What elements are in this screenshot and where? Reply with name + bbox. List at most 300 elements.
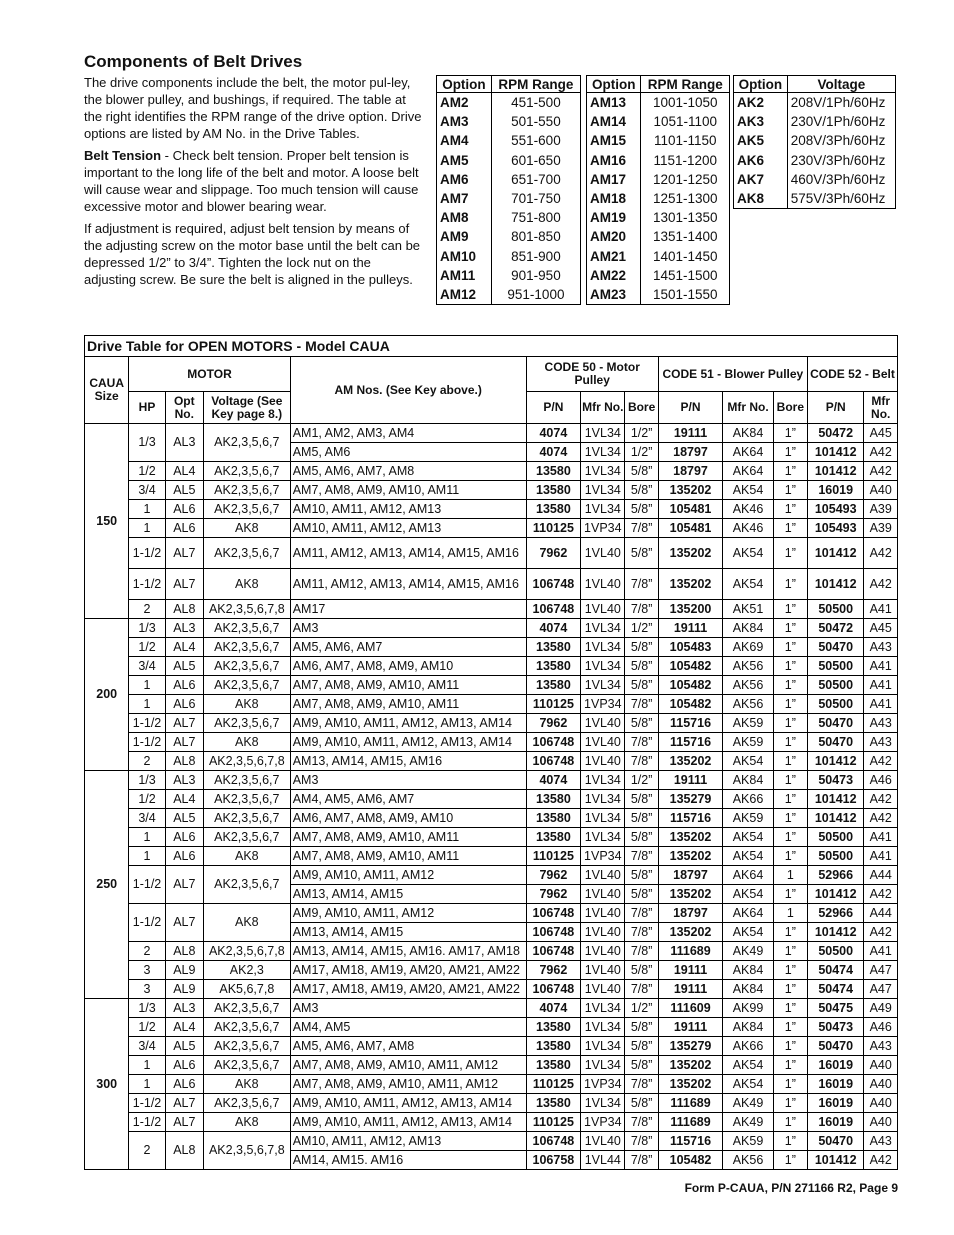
cell-motor-pn: 4074 (526, 443, 580, 462)
cell-belt-mfr: A42 (864, 923, 898, 942)
table-row (85, 1132, 898, 1151)
cell-motor-mfr: 1VL34 (581, 657, 625, 676)
cell-blower-pn: 105482 (658, 695, 723, 714)
cell-motor-bore: 5/8” (625, 961, 658, 980)
key-option: AK8 (734, 189, 788, 209)
key-option: AM19 (587, 208, 641, 227)
cell-belt-pn: 101412 (807, 443, 863, 462)
cell-blower-pn: 111689 (658, 942, 723, 961)
cell-motor-pn: 13580 (526, 462, 580, 481)
cell-motor-bore: 5/8” (625, 885, 658, 904)
cell-blower-pn: 19111 (658, 771, 723, 790)
key-header: Voltage (787, 76, 895, 93)
cell-belt-pn: 16019 (807, 1056, 863, 1075)
cell-belt-mfr: A41 (864, 695, 898, 714)
cell-motor-bore: 7/8” (625, 733, 658, 752)
cell-blower-mfr: AK84 (723, 961, 773, 980)
table-row (85, 1075, 898, 1094)
cell-belt-mfr: A39 (864, 500, 898, 519)
cell-belt-pn: 101412 (807, 923, 863, 942)
cell-blower-bore: 1” (773, 1094, 807, 1113)
key-row (437, 131, 581, 150)
cell-blower-bore: 1” (773, 923, 807, 942)
cell-voltage: AK2,3,5,6,7 (203, 1037, 290, 1056)
page-heading: Components of Belt Drives (84, 52, 303, 71)
cell-opt-no: AL8 (165, 600, 203, 619)
cell-motor-pn: 13580 (526, 638, 580, 657)
cell-belt-mfr: A42 (864, 443, 898, 462)
key-value: 601-650 (491, 151, 580, 170)
cell-belt-pn: 50473 (807, 771, 863, 790)
cell-blower-mfr: AK54 (723, 752, 773, 771)
cell-motor-mfr: 1VL34 (581, 1094, 625, 1113)
cell-am-nos: AM6, AM7, AM8, AM9, AM10 (290, 809, 526, 828)
cell-belt-pn: 105493 (807, 500, 863, 519)
cell-motor-bore: 7/8” (625, 923, 658, 942)
table-row (85, 980, 898, 999)
cell-blower-mfr: AK56 (723, 1151, 773, 1170)
cell-motor-pn: 13580 (526, 676, 580, 695)
cell-belt-pn: 16019 (807, 1094, 863, 1113)
cell-motor-bore: 5/8” (625, 714, 658, 733)
cell-opt-no: AL6 (165, 828, 203, 847)
key-value: 951-1000 (491, 285, 580, 305)
key-header: Option (587, 76, 641, 93)
cell-opt-no: AL6 (165, 500, 203, 519)
cell-motor-mfr: 1VL40 (581, 885, 625, 904)
key-option: AM15 (587, 131, 641, 150)
cell-opt-no: AL6 (165, 695, 203, 714)
cell-belt-mfr: A43 (864, 638, 898, 657)
header-belt-mfr: Mfr No. (864, 392, 898, 424)
cell-motor-bore: 5/8” (625, 809, 658, 828)
cell-voltage: AK8 (203, 569, 290, 600)
cell-blower-mfr: AK59 (723, 809, 773, 828)
cell-motor-mfr: 1VL34 (581, 790, 625, 809)
cell-blower-pn: 19111 (658, 980, 723, 999)
key-header: RPM Range (641, 76, 730, 93)
cell-blower-mfr: AK64 (723, 462, 773, 481)
cell-motor-mfr: 1VL34 (581, 638, 625, 657)
cell-blower-mfr: AK64 (723, 904, 773, 923)
key-value: 1351-1400 (641, 227, 730, 246)
key-option: AK3 (734, 112, 788, 131)
cell-opt-no: AL6 (165, 676, 203, 695)
cell-hp: 2 (129, 1132, 165, 1170)
cell-am-nos: AM11, AM12, AM13, AM14, AM15, AM16 (290, 538, 526, 569)
belt-tension-label: Belt Tension (84, 148, 162, 163)
key-value: 851-900 (491, 247, 580, 266)
cell-blower-bore: 1” (773, 942, 807, 961)
cell-belt-pn: 101412 (807, 790, 863, 809)
cell-hp: 1-1/2 (129, 538, 165, 569)
cell-blower-pn: 135279 (658, 790, 723, 809)
cell-motor-pn: 13580 (526, 809, 580, 828)
cell-voltage: AK2,3 (203, 961, 290, 980)
cell-belt-mfr: A42 (864, 569, 898, 600)
cell-am-nos: AM4, AM5 (290, 1018, 526, 1037)
cell-am-nos: AM5, AM6, AM7, AM8 (290, 462, 526, 481)
cell-motor-bore: 1/2” (625, 771, 658, 790)
cell-caua-size: 300 (85, 999, 129, 1170)
header-motor-pn: P/N (526, 392, 580, 424)
cell-belt-mfr: A46 (864, 771, 898, 790)
cell-am-nos: AM3 (290, 999, 526, 1018)
cell-opt-no: AL8 (165, 1132, 203, 1170)
cell-hp: 3 (129, 980, 165, 999)
cell-am-nos: AM9, AM10, AM11, AM12, AM13, AM14 (290, 1113, 526, 1132)
cell-caua-size: 200 (85, 619, 129, 771)
key-value: 1001-1050 (641, 93, 730, 113)
key-row (587, 247, 730, 266)
header-voltage: Voltage (See Key page 8.) (203, 392, 290, 424)
key-option: AM5 (437, 151, 492, 170)
cell-belt-mfr: A46 (864, 1018, 898, 1037)
cell-belt-pn: 50500 (807, 828, 863, 847)
key-row (437, 112, 581, 131)
cell-voltage: AK2,3,5,6,7 (203, 809, 290, 828)
key-value: 551-600 (491, 131, 580, 150)
cell-voltage: AK2,3,5,6,7 (203, 1018, 290, 1037)
cell-motor-bore: 5/8” (625, 1094, 658, 1113)
key-option: AM7 (437, 189, 492, 208)
cell-blower-bore: 1” (773, 569, 807, 600)
cell-motor-bore: 5/8” (625, 538, 658, 569)
cell-am-nos: AM13, AM14, AM15 (290, 923, 526, 942)
cell-blower-mfr: AK51 (723, 600, 773, 619)
key-row (734, 93, 896, 113)
cell-motor-bore: 7/8” (625, 1151, 658, 1170)
key-row (587, 189, 730, 208)
cell-blower-mfr: AK56 (723, 657, 773, 676)
cell-am-nos: AM7, AM8, AM9, AM10, AM11, AM12 (290, 1056, 526, 1075)
header-motor-bore: Bore (625, 392, 658, 424)
key-value: 575V/3Ph/60Hz (787, 189, 895, 209)
key-value: 1051-1100 (641, 112, 730, 131)
cell-opt-no: AL6 (165, 847, 203, 866)
cell-motor-bore: 7/8” (625, 569, 658, 600)
cell-belt-mfr: A40 (864, 481, 898, 500)
key-row (587, 266, 730, 285)
cell-hp: 2 (129, 752, 165, 771)
table-row (85, 500, 898, 519)
key-option: AM2 (437, 93, 492, 113)
cell-belt-pn: 50470 (807, 1037, 863, 1056)
cell-motor-mfr: 1VL34 (581, 809, 625, 828)
cell-blower-pn: 105482 (658, 676, 723, 695)
cell-am-nos: AM6, AM7, AM8, AM9, AM10 (290, 657, 526, 676)
table-row (85, 600, 898, 619)
cell-belt-mfr: A47 (864, 961, 898, 980)
cell-blower-bore: 1 (773, 904, 807, 923)
cell-motor-pn: 7962 (526, 538, 580, 569)
cell-blower-bore: 1” (773, 462, 807, 481)
cell-voltage: AK8 (203, 733, 290, 752)
table-row (85, 1018, 898, 1037)
key-row (587, 112, 730, 131)
cell-belt-mfr: A45 (864, 619, 898, 638)
table-row (85, 999, 898, 1018)
cell-blower-bore: 1” (773, 999, 807, 1018)
cell-blower-pn: 18797 (658, 904, 723, 923)
cell-am-nos: AM9, AM10, AM11, AM12 (290, 866, 526, 885)
cell-motor-bore: 7/8” (625, 904, 658, 923)
cell-blower-mfr: AK49 (723, 1113, 773, 1132)
key-option: AK5 (734, 131, 788, 150)
cell-blower-pn: 19111 (658, 424, 723, 443)
cell-blower-mfr: AK84 (723, 1018, 773, 1037)
rpm-key-table-2 (586, 75, 730, 305)
cell-hp: 1-1/2 (129, 714, 165, 733)
cell-blower-pn: 135202 (658, 752, 723, 771)
intro-text (84, 74, 424, 293)
cell-blower-bore: 1” (773, 733, 807, 752)
cell-motor-pn: 106748 (526, 569, 580, 600)
cell-motor-mfr: 1VL34 (581, 443, 625, 462)
key-value: 208V/1Ph/60Hz (787, 93, 895, 113)
key-option: AM3 (437, 112, 492, 131)
cell-blower-mfr: AK84 (723, 619, 773, 638)
cell-am-nos: AM9, AM10, AM11, AM12 (290, 904, 526, 923)
cell-motor-mfr: 1VP34 (581, 847, 625, 866)
cell-motor-mfr: 1VL34 (581, 500, 625, 519)
cell-blower-mfr: AK59 (723, 714, 773, 733)
cell-opt-no: AL6 (165, 1056, 203, 1075)
cell-voltage: AK2,3,5,6,7 (203, 676, 290, 695)
cell-opt-no: AL9 (165, 980, 203, 999)
cell-motor-pn: 106748 (526, 1132, 580, 1151)
cell-voltage: AK2,3,5,6,7,8 (203, 942, 290, 961)
cell-opt-no: AL6 (165, 519, 203, 538)
cell-blower-bore: 1” (773, 1056, 807, 1075)
cell-belt-mfr: A43 (864, 1132, 898, 1151)
cell-belt-pn: 50500 (807, 676, 863, 695)
cell-opt-no: AL5 (165, 1037, 203, 1056)
cell-am-nos: AM13, AM14, AM15 (290, 885, 526, 904)
table-row (85, 733, 898, 752)
key-value: 751-800 (491, 208, 580, 227)
cell-opt-no: AL7 (165, 733, 203, 752)
cell-am-nos: AM7, AM8, AM9, AM10, AM11 (290, 828, 526, 847)
cell-motor-bore: 5/8” (625, 828, 658, 847)
cell-motor-mfr: 1VL34 (581, 619, 625, 638)
cell-motor-pn: 7962 (526, 961, 580, 980)
cell-opt-no: AL7 (165, 866, 203, 904)
cell-belt-pn: 50474 (807, 980, 863, 999)
cell-motor-mfr: 1VL34 (581, 999, 625, 1018)
cell-motor-bore: 5/8” (625, 481, 658, 500)
cell-am-nos: AM7, AM8, AM9, AM10, AM11 (290, 847, 526, 866)
cell-blower-mfr: AK56 (723, 676, 773, 695)
key-value: 451-500 (491, 93, 580, 113)
voltage-key-table (733, 75, 896, 209)
cell-am-nos: AM3 (290, 619, 526, 638)
cell-motor-mfr: 1VL40 (581, 752, 625, 771)
cell-blower-bore: 1” (773, 619, 807, 638)
cell-blower-bore: 1” (773, 538, 807, 569)
cell-motor-bore: 1/2” (625, 424, 658, 443)
key-value: 1401-1450 (641, 247, 730, 266)
header-code-52: CODE 52 - Belt (807, 357, 897, 392)
cell-motor-pn: 110125 (526, 1113, 580, 1132)
cell-opt-no: AL6 (165, 1075, 203, 1094)
cell-motor-mfr: 1VP34 (581, 519, 625, 538)
cell-motor-mfr: 1VL34 (581, 1037, 625, 1056)
cell-belt-pn: 50500 (807, 695, 863, 714)
cell-blower-mfr: AK99 (723, 999, 773, 1018)
cell-blower-mfr: AK84 (723, 980, 773, 999)
table-row (85, 752, 898, 771)
key-option: AM11 (437, 266, 492, 285)
key-option: AM18 (587, 189, 641, 208)
header-hp: HP (129, 392, 165, 424)
key-option: AM23 (587, 285, 641, 305)
cell-belt-mfr: A42 (864, 885, 898, 904)
cell-am-nos: AM17, AM18, AM19, AM20, AM21, AM22 (290, 961, 526, 980)
key-option: AK2 (734, 93, 788, 113)
cell-belt-pn: 101412 (807, 885, 863, 904)
cell-opt-no: AL4 (165, 790, 203, 809)
table-row (85, 695, 898, 714)
cell-blower-mfr: AK54 (723, 1056, 773, 1075)
header-blower-mfr: Mfr No. (723, 392, 773, 424)
cell-hp: 1-1/2 (129, 733, 165, 752)
cell-blower-bore: 1” (773, 500, 807, 519)
cell-blower-mfr: AK84 (723, 424, 773, 443)
cell-motor-bore: 5/8” (625, 657, 658, 676)
cell-motor-pn: 110125 (526, 847, 580, 866)
table-row (85, 619, 898, 638)
table-row (85, 828, 898, 847)
key-value: 1501-1550 (641, 285, 730, 305)
cell-motor-bore: 5/8” (625, 462, 658, 481)
key-value: 701-750 (491, 189, 580, 208)
cell-opt-no: AL5 (165, 809, 203, 828)
key-row (437, 227, 581, 246)
key-value: 501-550 (491, 112, 580, 131)
cell-opt-no: AL7 (165, 538, 203, 569)
cell-opt-no: AL5 (165, 481, 203, 500)
cell-belt-pn: 16019 (807, 1113, 863, 1132)
page-footer: Form P-CAUA, P/N 271166 R2, Page 9 (684, 1181, 898, 1195)
cell-belt-pn: 105493 (807, 519, 863, 538)
cell-belt-pn: 16019 (807, 481, 863, 500)
cell-belt-mfr: A41 (864, 676, 898, 695)
drive-table-title: Drive Table for OPEN MOTORS - Model CAUA (85, 336, 898, 357)
cell-voltage: AK2,3,5,6,7 (203, 790, 290, 809)
header-code-50: CODE 50 - Motor Pulley (526, 357, 658, 392)
cell-blower-bore: 1” (773, 885, 807, 904)
cell-voltage: AK2,3,5,6,7 (203, 1056, 290, 1075)
key-row (437, 266, 581, 285)
cell-voltage: AK2,3,5,6,7 (203, 638, 290, 657)
key-row (734, 170, 896, 189)
cell-caua-size: 150 (85, 424, 129, 619)
cell-motor-mfr: 1VL34 (581, 462, 625, 481)
cell-motor-bore: 1/2” (625, 443, 658, 462)
cell-blower-pn: 18797 (658, 462, 723, 481)
cell-am-nos: AM9, AM10, AM11, AM12, AM13, AM14 (290, 733, 526, 752)
cell-voltage: AK8 (203, 1075, 290, 1094)
cell-motor-pn: 4074 (526, 999, 580, 1018)
table-row (85, 714, 898, 733)
cell-am-nos: AM7, AM8, AM9, AM10, AM11, AM12 (290, 1075, 526, 1094)
cell-belt-pn: 52966 (807, 904, 863, 923)
cell-caua-size: 250 (85, 771, 129, 999)
key-row (437, 247, 581, 266)
cell-motor-mfr: 1VL34 (581, 481, 625, 500)
cell-blower-bore: 1” (773, 481, 807, 500)
cell-belt-mfr: A41 (864, 828, 898, 847)
cell-hp: 1/2 (129, 638, 165, 657)
cell-voltage: AK2,3,5,6,7 (203, 771, 290, 790)
rpm-key-table-1 (436, 75, 581, 305)
cell-opt-no: AL8 (165, 942, 203, 961)
cell-am-nos: AM9, AM10, AM11, AM12, AM13, AM14 (290, 1094, 526, 1113)
cell-hp: 1 (129, 519, 165, 538)
cell-hp: 1/3 (129, 999, 165, 1018)
cell-voltage: AK2,3,5,6,7,8 (203, 1132, 290, 1170)
cell-motor-mfr: 1VL40 (581, 733, 625, 752)
cell-blower-mfr: AK56 (723, 695, 773, 714)
cell-motor-pn: 106748 (526, 733, 580, 752)
cell-blower-mfr: AK66 (723, 790, 773, 809)
cell-voltage: AK2,3,5,6,7 (203, 619, 290, 638)
cell-motor-pn: 7962 (526, 714, 580, 733)
key-value: 1251-1300 (641, 189, 730, 208)
cell-motor-bore: 7/8” (625, 1075, 658, 1094)
key-row (587, 131, 730, 150)
cell-belt-pn: 16019 (807, 1075, 863, 1094)
table-row (85, 771, 898, 790)
key-option: AM22 (587, 266, 641, 285)
key-value: 801-850 (491, 227, 580, 246)
cell-motor-mfr: 1VP34 (581, 1113, 625, 1132)
cell-blower-mfr: AK54 (723, 569, 773, 600)
cell-opt-no: AL7 (165, 714, 203, 733)
cell-belt-pn: 50472 (807, 619, 863, 638)
cell-blower-pn: 115716 (658, 714, 723, 733)
cell-opt-no: AL3 (165, 999, 203, 1018)
cell-motor-mfr: 1VL34 (581, 1018, 625, 1037)
cell-motor-bore: 7/8” (625, 600, 658, 619)
key-row (437, 208, 581, 227)
key-value: 460V/3Ph/60Hz (787, 170, 895, 189)
cell-belt-pn: 52966 (807, 866, 863, 885)
key-option: AM14 (587, 112, 641, 131)
cell-opt-no: AL4 (165, 462, 203, 481)
key-value: 1301-1350 (641, 208, 730, 227)
cell-motor-mfr: 1VL34 (581, 424, 625, 443)
key-option: AM21 (587, 247, 641, 266)
cell-blower-pn: 135202 (658, 828, 723, 847)
table-row (85, 462, 898, 481)
cell-am-nos: AM3 (290, 771, 526, 790)
cell-blower-pn: 135202 (658, 847, 723, 866)
cell-blower-pn: 111689 (658, 1094, 723, 1113)
cell-am-nos: AM17, AM18, AM19, AM20, AM21, AM22 (290, 980, 526, 999)
key-row (437, 285, 581, 305)
cell-blower-mfr: AK64 (723, 866, 773, 885)
cell-blower-pn: 115716 (658, 809, 723, 828)
cell-blower-bore: 1” (773, 809, 807, 828)
key-option: AM17 (587, 170, 641, 189)
cell-voltage: AK2,3,5,6,7 (203, 462, 290, 481)
key-row (437, 170, 581, 189)
table-row (85, 538, 898, 569)
cell-voltage: AK5,6,7,8 (203, 980, 290, 999)
cell-motor-pn: 106758 (526, 1151, 580, 1170)
